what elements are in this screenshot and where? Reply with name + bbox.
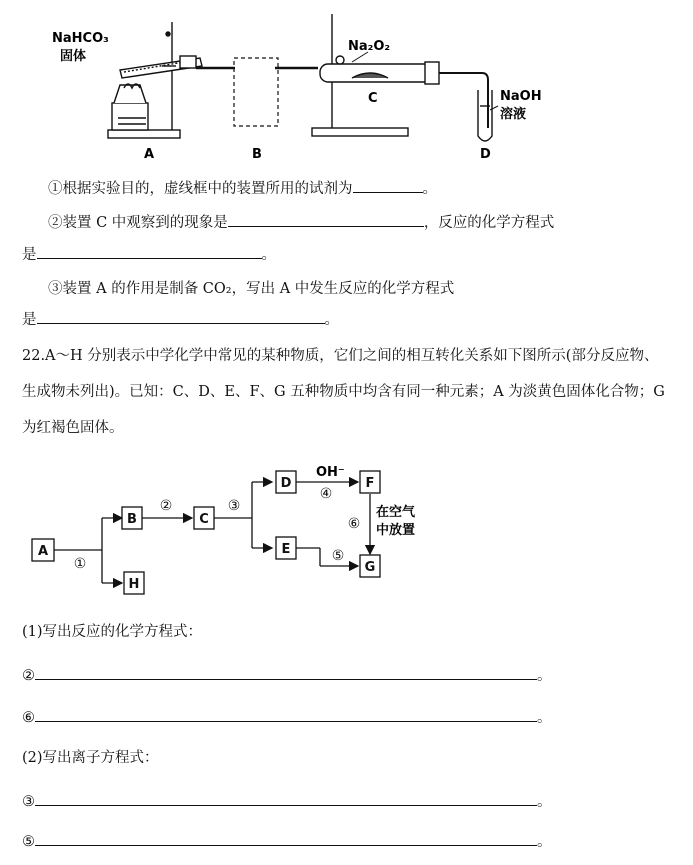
q22-part2-item3-blank[interactable] <box>35 791 537 806</box>
node-a: A <box>37 544 49 559</box>
step-3: ③ <box>227 498 241 514</box>
nahco3-label: NaHCO₃ <box>52 31 109 46</box>
q21-item3-text: ③装置 A 的作用是制备 CO₂，写出 A 中发生反应的化学方程式 <box>48 281 455 297</box>
na2o2-label: Na₂O₂ <box>348 39 391 54</box>
q21-item2-cont-text: 是 <box>22 247 37 263</box>
air-label-line2: 中放置 <box>376 523 416 538</box>
node-e: E <box>281 542 291 557</box>
q22-part2-heading: (2)写出离子方程式： <box>22 750 159 766</box>
apparatus-label-a: A <box>144 147 155 162</box>
q21-item1-text: ①根据实验目的，虚线框中的装置所用的试剂为 <box>48 181 353 197</box>
nahco3-state-label: 固体 <box>60 49 87 64</box>
step-6: ⑥ <box>347 516 361 532</box>
q21-item2-blank-equation[interactable] <box>37 244 262 259</box>
naoh-label: NaOH <box>500 89 542 104</box>
node-g: G <box>364 560 376 575</box>
node-h: H <box>128 577 140 592</box>
q22-part2-item5-end: 。 <box>537 834 552 850</box>
q22-part1-heading: (1)写出反应的化学方程式： <box>22 624 203 640</box>
apparatus-d <box>478 90 492 141</box>
q22-part1-item6-end: 。 <box>537 710 552 726</box>
q21-item3-cont-text: 是 <box>22 312 37 328</box>
apparatus-figure <box>0 0 693 170</box>
q21-item1-end: 。 <box>422 181 437 197</box>
node-f: F <box>365 476 375 491</box>
q22-part1-item2 <box>22 664 552 685</box>
q21-item3 <box>48 277 454 298</box>
apparatus-label-b: B <box>252 147 262 162</box>
step-4: ④ <box>319 486 333 502</box>
q22-part1-item2-end: 。 <box>537 668 552 684</box>
step-2: ② <box>159 498 173 514</box>
q22-part2-item3-label: ③ <box>22 794 35 810</box>
node-c: C <box>199 512 209 527</box>
q21-item3-cont <box>22 308 339 329</box>
q22-part2-item5-label: ⑤ <box>22 834 35 850</box>
q21-item2-mid: ，反应的化学方程式 <box>423 215 555 231</box>
q21-item2-cont <box>22 243 276 264</box>
node-d: D <box>280 476 292 491</box>
q22-stem: 22.A～H 分别表示中学化学中常见的某种物质，它们之间的相互转化关系如下图所示(部分反应物、生成物未列出)。已知：C、D、E、F、G 五种物质中均含有同一种元素；A 为淡黄色固体化合物；G 为红褐色固体。 <box>22 348 665 436</box>
apparatus-label-c-inside: C <box>368 91 378 106</box>
q22-part2-item5-blank[interactable] <box>35 831 537 846</box>
node-b: B <box>127 512 137 527</box>
q22-part1-item6-label: ⑥ <box>22 710 35 726</box>
reaction-diagram <box>20 458 440 603</box>
q21-item3-end: 。 <box>324 312 339 328</box>
q22-part1-item2-label: ② <box>22 668 35 684</box>
q21-item3-blank-equation[interactable] <box>37 309 325 324</box>
q22-part1-item6 <box>22 706 552 727</box>
q21-item2-blank-phenomenon[interactable] <box>228 212 424 227</box>
q21-item2-end: 。 <box>261 247 276 263</box>
apparatus-b-box <box>234 58 278 126</box>
air-label-line1: 在空气 <box>376 505 416 520</box>
q22-part2-item5 <box>22 830 552 851</box>
q21-item1 <box>48 177 437 198</box>
step-5: ⑤ <box>331 548 345 564</box>
apparatus-a <box>108 22 202 138</box>
step-1: ① <box>73 556 87 572</box>
oh-minus-label: OH⁻ <box>316 465 345 480</box>
q21-item2-text: ②装置 C 中观察到的现象是 <box>48 215 228 231</box>
q22-part2-item3-end: 。 <box>537 794 552 810</box>
q22-part2-item3 <box>22 790 552 811</box>
apparatus-c <box>312 14 439 136</box>
q22-part1-item2-blank[interactable] <box>35 665 537 680</box>
q21-item2 <box>48 211 554 232</box>
q22-part1-item6-blank[interactable] <box>35 707 537 722</box>
naoh-state-label: 溶液 <box>500 107 527 122</box>
q21-item1-blank[interactable] <box>353 178 423 193</box>
apparatus-label-d: D <box>480 147 491 162</box>
